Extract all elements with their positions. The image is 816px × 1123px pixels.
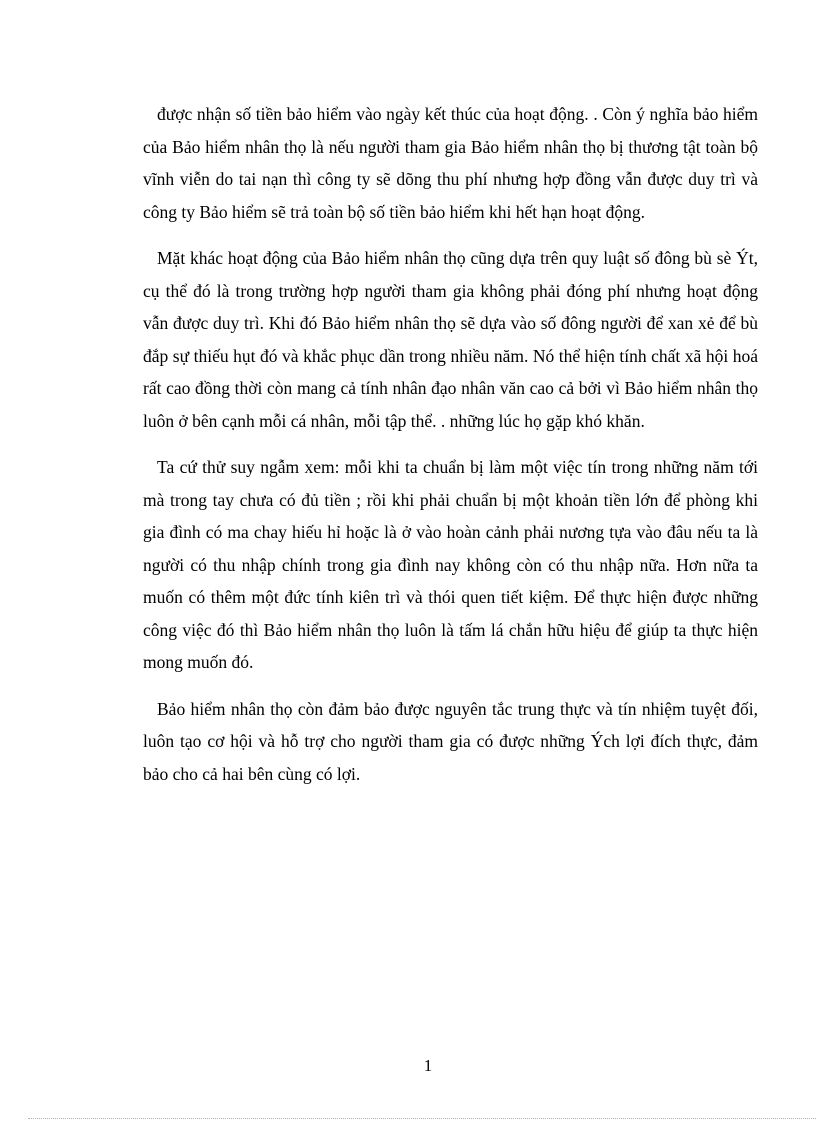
footer-divider (28, 1118, 816, 1119)
paragraph-1: được nhận số tiền bảo hiểm vào ngày kết thúc của hoạt động. . Còn ý nghĩa bảo hiểm của Bảo hiểm nhân thọ là nếu người tham gia Bảo hiểm nhân thọ bị thương tật toàn bộ vĩnh viễn do tai nạn thì công ty sẽ dõng thu phí nhưng hợp đồng vẫn được duy trì và công ty Bảo hiểm sẽ trả toàn bộ số tiền bảo hiểm khi hết hạn hoạt động. (143, 104, 758, 222)
document-body (143, 98, 758, 804)
paragraph-2: Mặt khác hoạt động của Bảo hiểm nhân thọ cũng dựa trên quy luật số đông bù sè Ýt, cụ thể đó là trong trường hợp người tham gia không phải đóng phí nhưng hoạt động vẫn được duy trì. Khi đó Bảo hiểm nhân thọ sẽ dựa vào số đông người để xan xẻ để bù đắp sự thiếu hụt đó và khắc phục dần trong nhiều năm. Nó thể hiện tính chất xã hội hoá rất cao đồng thời còn mang cả tính nhân đạo nhân văn cao cả bởi vì Bảo hiểm nhân thọ luôn ở bên cạnh mỗi cá nhân, mỗi tập thể. . những lúc họ gặp khó khăn. (143, 248, 758, 431)
page-number: 1 (423, 1056, 433, 1075)
paragraph-4: Bảo hiểm nhân thọ còn đảm bảo được nguyên tắc trung thực và tín nhiệm tuyệt đối, luôn tạo cơ hội và hỗ trợ cho người tham gia có được những Ých lợi đích thực, đảm bảo cho cả hai bên cùng có lợi. (143, 698, 758, 784)
paragraph-3: Ta cứ thử suy ngẫm xem: mỗi khi ta chuẩn bị làm một việc tín trong những năm tới mà trong tay chưa có đủ tiền ; rồi khi phải chuẩn bị một khoản tiền lớn để phòng khi gia đình có ma chay hiếu hỉ hoặc là ở vào hoàn cảnh phải nương tựa vào đâu nếu ta là người có thu nhập chính trong gia đình nay không còn có thu nhập nữa. Hơn nữa ta muốn có thêm một đức tính kiên trì và thói quen tiết kiệm. Để thực hiện được những công việc đó thì Bảo hiểm nhân thọ luôn là tấm lá chắn hữu hiệu để giúp ta thực hiện mong muốn đó. (143, 457, 758, 672)
